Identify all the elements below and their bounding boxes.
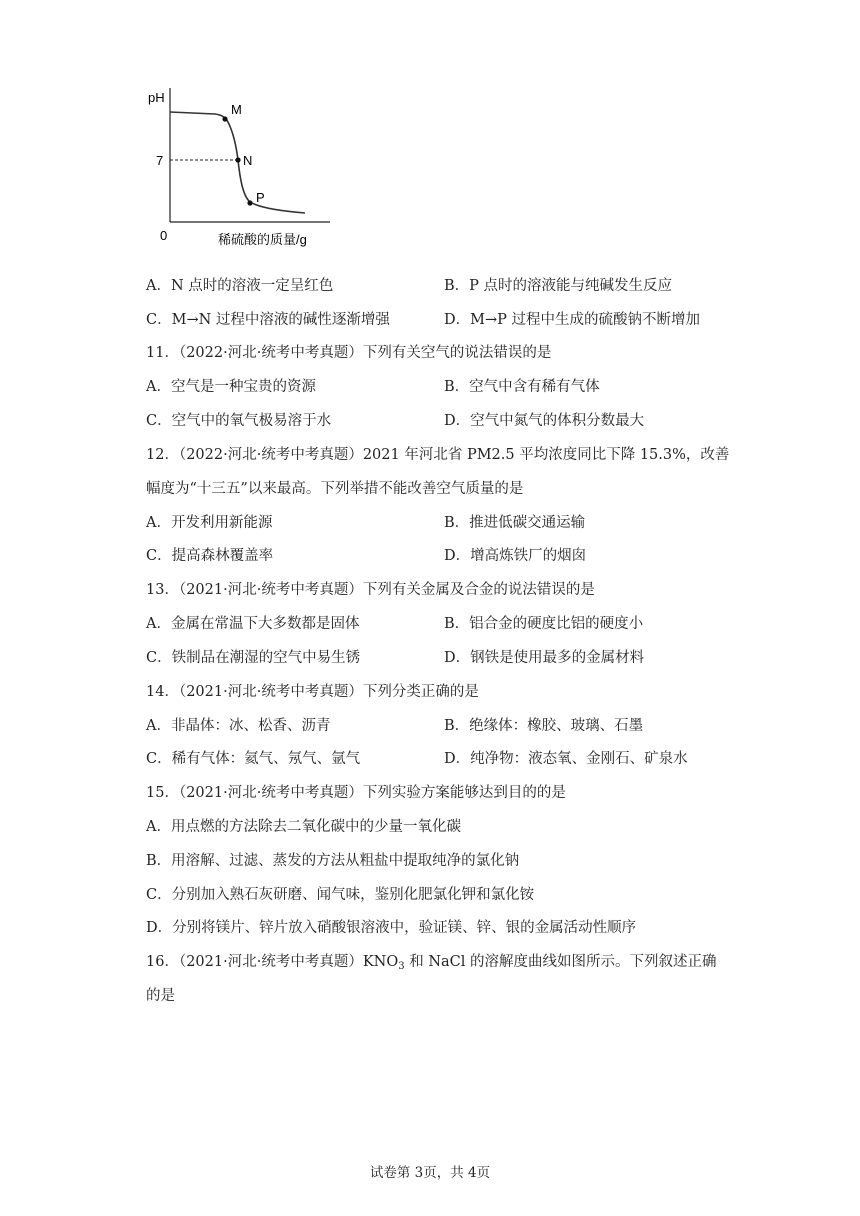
q15-stem: 15．（2021·河北·统考中考真题）下列实验方案能够达到目的的是 [146,785,566,801]
q11-option-a: A．空气是一种宝贵的资源 [146,379,316,395]
origin-label: 0 [160,228,168,243]
point-p [247,200,252,205]
point-m [222,116,227,121]
q13-option-c: C．铁制品在潮湿的空气中易生锈 [146,650,361,666]
x-axis-label: 稀硫酸的质量/g [218,232,307,247]
q15-option-d: D．分别将镁片、锌片放入硝酸银溶液中，验证镁、锌、银的金属活动性顺序 [146,920,637,936]
q16-stem-line2: 的是 [146,988,175,1004]
q16-stem-pre: 16．（2021·河北·统考中考真题）KNO [146,954,399,970]
page-footer: 试卷第 3页，共 4页 [369,1165,491,1181]
point-n-label: N [243,153,253,168]
q12-option-b: B．推进低碳交通运输 [444,515,586,531]
point-m-label: M [231,102,242,117]
q12-option-a: A．开发利用新能源 [146,515,273,531]
q10-option-d: D．M→P 过程中生成的硫酸钠不断增加 [444,312,700,328]
q13-option-d: D．钢铁是使用最多的金属材料 [444,650,645,666]
q10-option-c: C．M→N 过程中溶液的碱性逐渐增强 [146,312,390,328]
q12-option-d: D．增高炼铁厂的烟囱 [444,548,587,564]
q11-option-b: B．空气中含有稀有气体 [444,379,600,395]
q16-stem-subscript: 3 [398,961,405,972]
point-n [235,157,240,162]
ph-titration-figure [140,84,340,254]
q15-option-c: C．分别加入熟石灰研磨、闻气味，鉴别化肥氯化钾和氯化铵 [146,887,535,903]
y-axis-label: pH [148,90,165,105]
q13-option-b: B．铝合金的硬度比铝的硬度小 [444,616,644,632]
point-p-label: P [256,190,265,205]
q14-option-d: D．纯净物：液态氧、金刚石、矿泉水 [444,751,688,767]
q12-stem-line1: 12．（2022·河北·统考中考真题）2021 年河北省 PM2.5 平均浓度同比下降 15.3%，改善 [146,447,730,463]
q15-option-b: B．用溶解、过滤、蒸发的方法从粗盐中提取纯净的氯化钠 [146,853,520,869]
q15-option-a: A．用点燃的方法除去二氧化碳中的少量一氧化碳 [146,819,461,835]
q16-stem-line1 [146,952,717,977]
q10-option-a: A．N 点时的溶液一定呈红色 [146,278,334,294]
q13-option-a: A．金属在常温下大多数都是固体 [146,616,360,632]
q11-option-d: D．空气中氮气的体积分数最大 [444,413,645,429]
q13-stem: 13．（2021·河北·统考中考真题）下列有关金属及合金的说法错误的是 [146,582,595,598]
q14-stem: 14．（2021·河北·统考中考真题）下列分类正确的是 [146,684,479,700]
q14-option-a: A．非晶体：冰、松香、沥青 [146,718,331,734]
q10-option-b: B．P 点时的溶液能与纯碱发生反应 [444,278,673,294]
q14-option-b: B．绝缘体：橡胶、玻璃、石墨 [444,718,644,734]
q14-option-c: C．稀有气体：氦气、氖气、氩气 [146,751,361,767]
q11-option-c: C．空气中的氧气极易溶于水 [146,413,332,429]
q12-option-c: C．提高森林覆盖率 [146,548,274,564]
ph7-label: 7 [156,153,164,168]
q12-stem-line2: 幅度为“十三五”以来最高。下列举措不能改善空气质量的是 [146,481,524,497]
q16-stem-post: 和 NaCl 的溶解度曲线如图所示。下列叙述正确 [404,954,717,970]
q11-stem: 11．（2022·河北·统考中考真题）下列有关空气的说法错误的是 [146,345,552,361]
